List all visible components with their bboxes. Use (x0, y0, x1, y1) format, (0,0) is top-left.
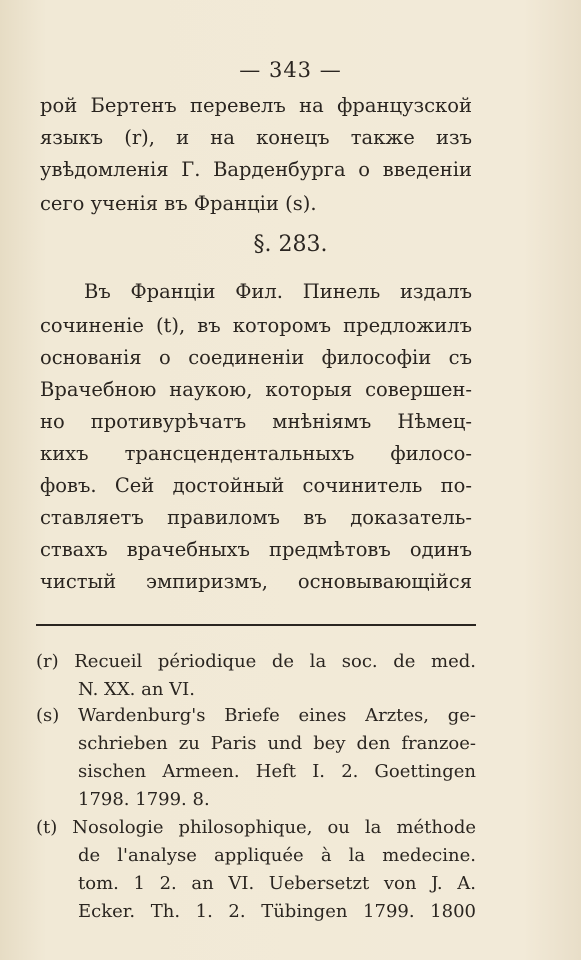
footnote-s-cont: sischen Armeen. Heft I. 2. Goettingen (78, 761, 476, 782)
text-line: языкъ (r), и на конецъ также изъ (40, 126, 472, 149)
section-heading: §. 283. (253, 232, 328, 257)
text-line: ствахъ врачебныхъ предмѣтовъ одинъ (40, 538, 472, 561)
text-line: увѣдомленія Г. Варденбурга о введеніи (40, 158, 472, 181)
text-line: фовъ. Сей достойный сочинитель по- (40, 474, 472, 497)
text-line: чистый эмпиризмъ, основывающійся (40, 570, 472, 593)
footnote-r: (r) Recueil périodique de la soc. de med. (36, 651, 476, 672)
text-line: Въ Франціи Фил. Пинель издалъ (84, 280, 472, 303)
footnote-r-cont: N. XX. an VI. (78, 679, 195, 700)
page-number: — 343 — (239, 58, 342, 82)
footnote-t-cont: de l'analyse appliquée à la medecine. (78, 845, 476, 866)
footnote-t-cont: Ecker. Th. 1. 2. Tübingen 1799. 1800 (78, 901, 476, 922)
footnote-t: (t) Nosologie philosophique, ou la méthode (36, 817, 476, 838)
footnote-s-cont: 1798. 1799. 8. (78, 789, 210, 810)
footnote-s-cont: schrieben zu Paris und bey den franzoe- (78, 733, 476, 754)
text-line: кихъ трансцендентальныхъ филосо- (40, 442, 472, 465)
text-line: рой Бертенъ перевелъ на французской (40, 94, 472, 117)
footnote-s: (s) Wardenburg's Briefe eines Arztes, ge- (36, 705, 476, 726)
text-line: сочиненіе (t), въ которомъ предложилъ (40, 314, 472, 337)
footnote-divider (36, 624, 476, 626)
text-line: сего ученія въ Франціи (s). (40, 192, 317, 215)
footnote-t-cont: tom. 1 2. an VI. Uebersetzt von J. A. (78, 873, 476, 894)
text-line: Врачебною наукою, которыя совершен- (40, 378, 472, 401)
text-line: ставляетъ правиломъ въ доказатель- (40, 506, 472, 529)
text-line: основанія о соединеніи философіи съ (40, 346, 472, 369)
text-line: но противурѣчатъ мнѣніямъ Нѣмец- (40, 410, 472, 433)
